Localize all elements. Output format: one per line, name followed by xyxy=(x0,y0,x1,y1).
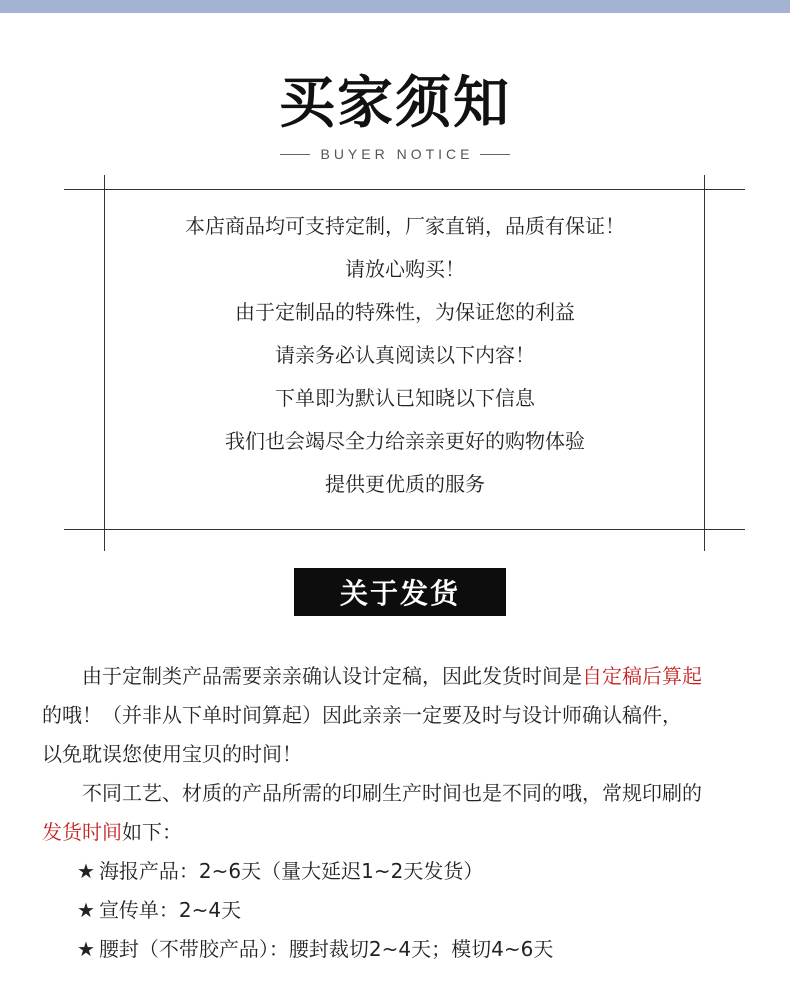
star-icon: ★ xyxy=(77,898,95,922)
notice-line: 提供更优质的服务 xyxy=(325,472,485,496)
frame-bottom-rule xyxy=(64,529,745,530)
shipping-item xyxy=(42,930,772,969)
para2-highlight: 发货时间 xyxy=(42,820,122,844)
notice-line: 本店商品均可支持定制，厂家直销，品质有保证！ xyxy=(185,214,625,238)
frame-top-rule xyxy=(64,189,745,190)
para1-highlight: 自定稿后算起 xyxy=(582,664,702,688)
notice-line: 请亲务必认真阅读以下内容！ xyxy=(275,343,535,367)
notice-line: 下单即为默认已知晓以下信息 xyxy=(275,386,535,410)
shipping-paragraph-1-line-1 xyxy=(42,657,772,696)
shipping-paragraph-1-line-3: 以免耽误您使用宝贝的时间！ xyxy=(42,742,302,766)
notice-line: 请放心购买！ xyxy=(345,257,465,281)
subtitle-row xyxy=(0,143,790,165)
subtitle-left-rule xyxy=(280,154,310,155)
shipping-paragraph-1-line-2: 的哦！（并非从下单时间算起）因此亲亲一定要及时与设计师确认稿件， xyxy=(42,703,682,727)
star-icon: ★ xyxy=(77,859,95,883)
shipping-section-title: 关于发货 xyxy=(294,568,506,616)
star-icon: ★ xyxy=(77,937,95,961)
page-title: 买家须知 xyxy=(279,71,511,136)
shipping-item xyxy=(42,852,772,891)
shipping-body xyxy=(42,657,772,969)
notice-line: 我们也会竭尽全力给亲亲更好的购物体验 xyxy=(225,429,585,453)
notice-line: 由于定制品的特殊性，为保证您的利益 xyxy=(235,300,575,324)
shipping-item-text: 宣传单：2~4天 xyxy=(98,898,242,922)
shipping-item-text: 腰封（不带胶产品）：腰封裁切2~4天；模切4~6天 xyxy=(98,937,554,961)
page-subtitle: BUYER NOTICE xyxy=(320,146,474,162)
shipping-paragraph-2-line-2 xyxy=(42,813,772,852)
shipping-item xyxy=(42,891,772,930)
para1-text: 由于定制类产品需要亲亲确认设计定稿，因此发货时间是 xyxy=(82,664,582,688)
notice-box xyxy=(105,205,705,506)
subtitle-right-rule xyxy=(480,154,510,155)
para2-text: 如下： xyxy=(122,820,182,844)
shipping-paragraph-2-line-1: 不同工艺、材质的产品所需的印刷生产时间也是不同的哦，常规印刷的 xyxy=(82,781,702,805)
shipping-item-text: 海报产品：2~6天（量大延迟1~2天发货） xyxy=(98,859,484,883)
top-accent-bar xyxy=(0,0,790,13)
